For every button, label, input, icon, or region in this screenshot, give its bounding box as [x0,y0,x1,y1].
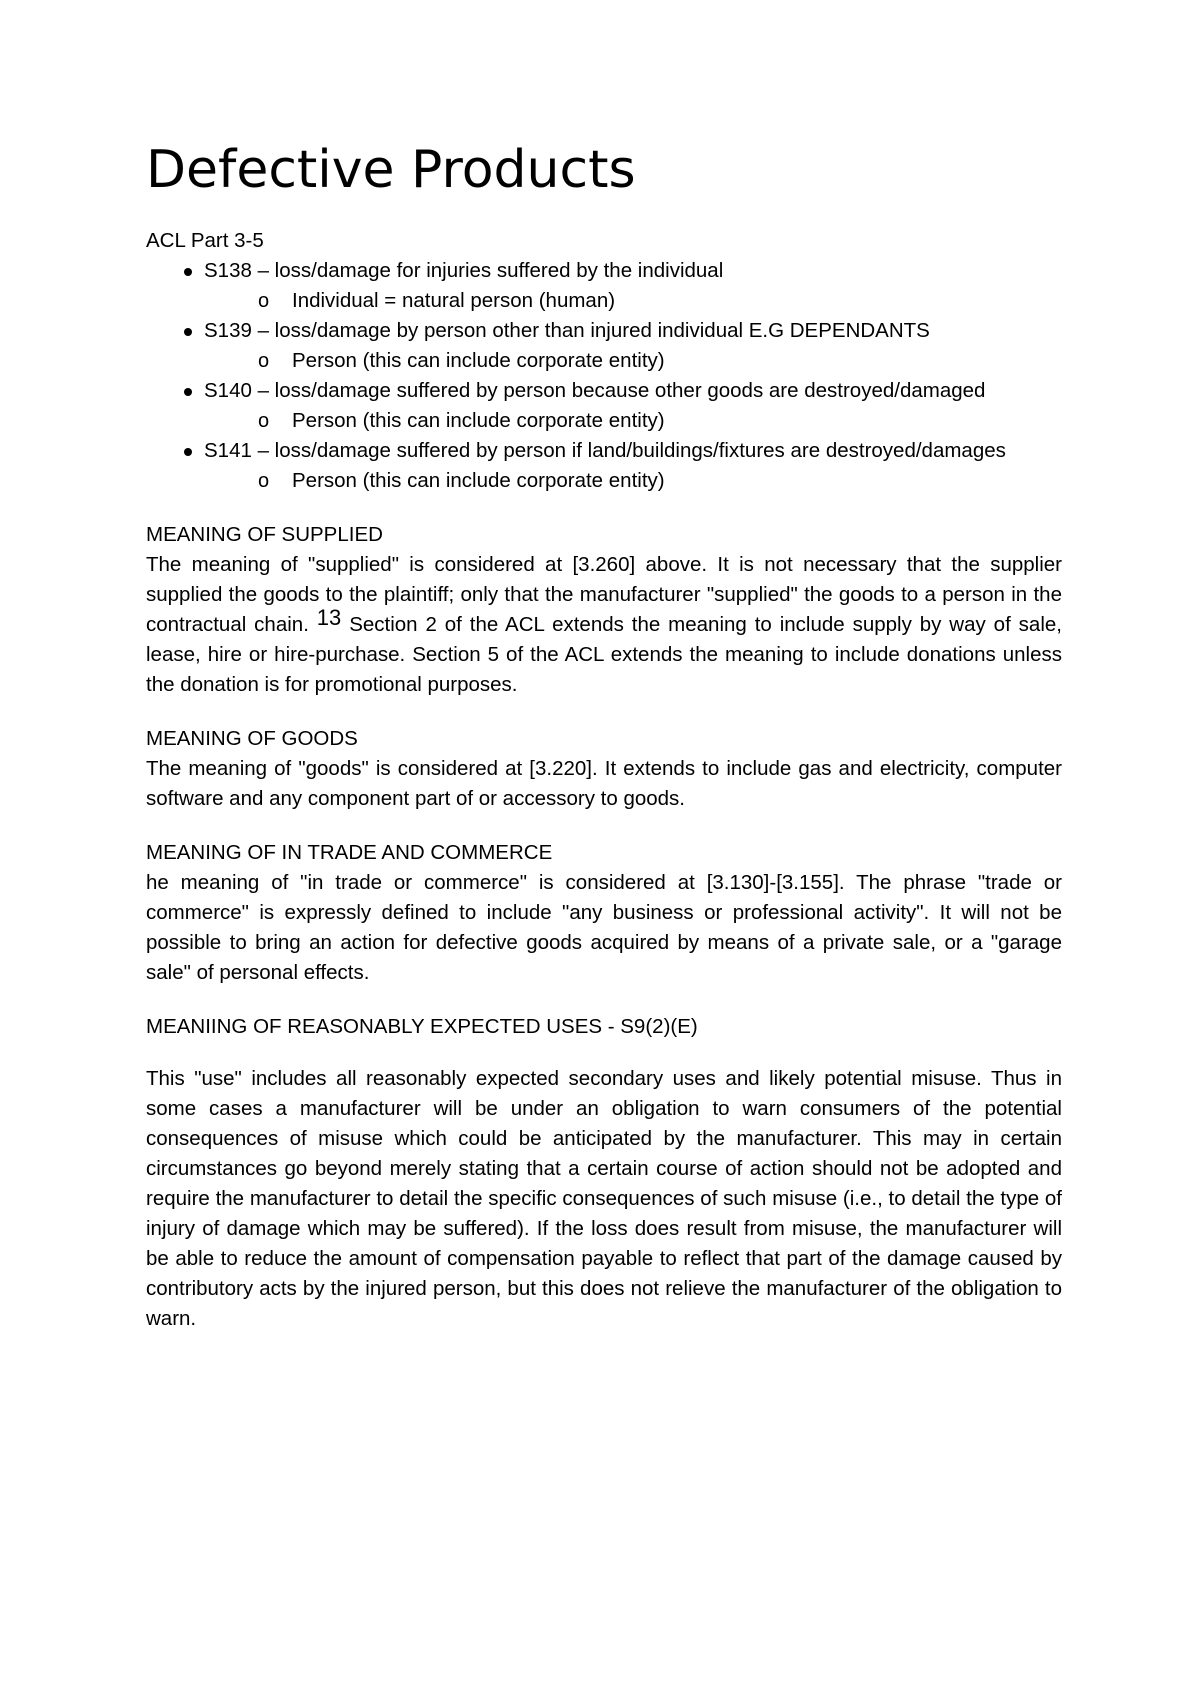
sub-list-item [146,406,1062,436]
sub-list-item-text: Person (this can include corporate entity) [292,349,665,372]
circle-bullet-icon: o [258,290,270,312]
section-heading: MEANIING OF REASONABLY EXPECTED USES - S9(2)(E) [146,1015,698,1038]
list-item-text: S139 – loss/damage by person other than injured individual E.G DEPENDANTS [204,319,930,342]
section-heading: MEANING OF SUPPLIED [146,523,383,546]
bullet-icon [184,388,192,396]
bullet-icon [184,448,192,456]
list-item [146,376,1062,406]
sub-list-item-text: Person (this can include corporate entity) [292,409,665,432]
bullet-icon [184,328,192,336]
section-heading: MEANING OF IN TRADE AND COMMERCE [146,841,553,864]
list-item [146,436,1062,466]
section-goods [146,724,1062,814]
section-supplied [146,520,1062,700]
list-item-text: S140 – loss/damage suffered by person because other goods are destroyed/damaged [204,379,986,402]
list-item-text: S138 – loss/damage for injuries suffered by the individual [204,259,724,282]
sub-list-item [146,466,1062,496]
section-paragraph: he meaning of "in trade or commerce" is considered at [3.130]-[3.155]. The phrase "trade or commerce" is expressly defined to include "any business or professional activity". It will not be possible to bring an action for defective goods acquired by means of a private sale, or a "garage sale" of personal effects. [146,871,1062,984]
circle-bullet-icon: o [258,350,270,372]
list-item-text: S141 – loss/damage suffered by person if land/buildings/fixtures are destroyed/damages [204,439,1006,462]
section-list [146,256,1062,496]
bullet-icon [184,268,192,276]
sub-list-item [146,286,1062,316]
sub-list-item-text: Person (this can include corporate entity) [292,469,665,492]
circle-bullet-icon: o [258,410,270,432]
section-paragraph [146,550,1062,700]
paragraph-text: Section 2 of the ACL extends the meaning to include supply by way of sale, lease, hire or hire-purchase. Section 5 of the ACL extends the meaning to include donations unless the donation is for promotional purposes. [146,613,1062,696]
sub-list-item-text: Individual = natural person (human) [292,289,616,312]
sub-list-item [146,346,1062,376]
paragraph-text: The meaning of "supplied" is considered at [3.260] above. It is not necessary that the supplier supplied the goods to the plaintiff; only that the manufacturer "supplied" the goods to a person in the contractual chain. [146,553,1062,636]
section-uses [146,1012,1062,1334]
page-title: Defective Products [146,140,636,200]
circle-bullet-icon: o [258,470,270,492]
section-heading: MEANING OF GOODS [146,727,358,750]
document-body [146,226,1062,1334]
intro-line: ACL Part 3-5 [146,229,264,252]
section-paragraph: This "use" includes all reasonably expected secondary uses and likely potential misuse. Thus in some cases a manufacturer will be under an obligation to warn consumers of the potential consequences of misuse which could be anticipated by the manufacturer. This may in certain circumstances go beyond merely stating that a certain course of action should not be adopted and require the manufacturer to detail the specific consequences of such misuse (i.e., to detail the type of injury of damage which may be suffered). If the loss does result from misuse, the manufacturer will be able to reduce the amount of compensation payable to reflect that part of the damage caused by contributory acts by the injured person, but this does not relieve the manufacturer of the obligation to warn. [146,1067,1062,1330]
footnote-marker[interactable]: 13 [316,605,342,630]
list-item [146,256,1062,286]
section-trade [146,838,1062,988]
section-paragraph: The meaning of "goods" is considered at [3.220]. It extends to include gas and electricity, computer software and any component part of or accessory to goods. [146,757,1062,810]
list-item [146,316,1062,346]
